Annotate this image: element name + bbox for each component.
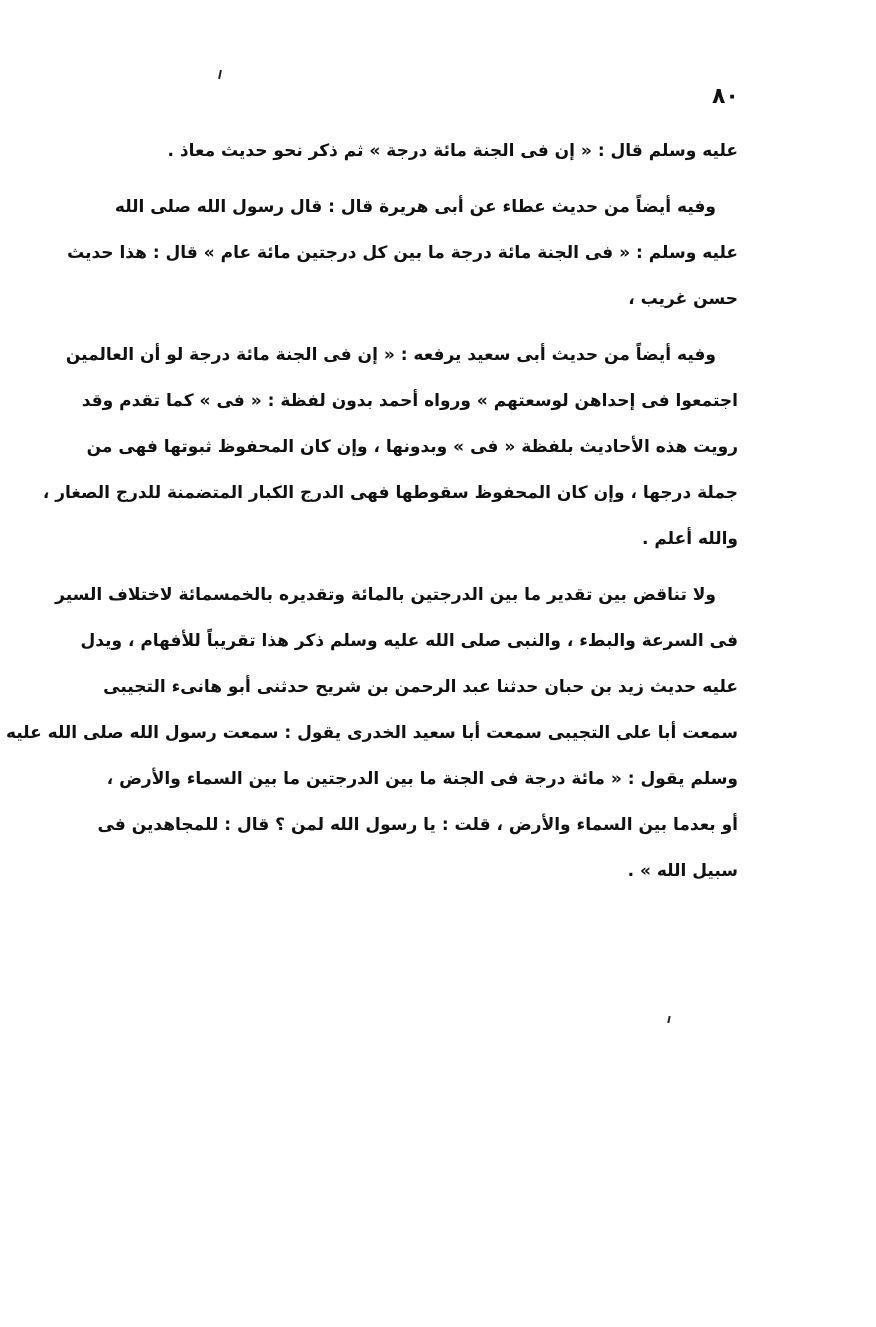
text-line: اجتمعوا فى إحداهن لوسعتهم » ورواه أحمد بدون لفظة : « فى » كما تقدم وقد [81,391,738,411]
paragraph-2 [67,184,738,322]
body-text [5,128,738,894]
text-line: عليه حديث زيد بن حبان حدثنا عبد الرحمن بن شريح حدثنى أبو هانىء التجيبى [103,677,738,697]
ink-mark [667,1016,670,1023]
text-line: فى السرعة والبطء ، والنبى صلى الله عليه وسلم ذكر هذا تقريباً للأفهام ، ويدل [80,631,738,651]
text-line: ولا تناقض بين تقدير ما بين الدرجتين بالمائة وتقديره بالخمسمائة لاختلاف السير [55,585,716,605]
paragraph-4 [5,572,738,894]
paragraph-3 [42,332,738,562]
page-number: ٨٠ [712,84,739,109]
text-line: جملة درجها ، وإن كان المحفوظ سقوطها فهى الدرج الكبار المتضمنة للدرج الصغار ، [42,483,738,503]
text-line: سبيل الله » . [627,861,738,881]
text-line: والله أعلم . [641,529,738,549]
text-line: رويت هذه الأحاديث بلفظة « فى » وبدونها ، وإن كان المحفوظ ثبوتها فهى من [86,437,738,457]
text-line: حسن غريب ، [628,289,738,309]
ink-mark [218,70,222,79]
text-line: سمعت أبا على التجيبى سمعت أبا سعيد الخدرى يقول : سمعت رسول الله صلى الله عليه [5,723,738,743]
text-line: وفيه أيضاً من حديث عطاء عن أبى هريرة قال : قال رسول الله صلى الله [114,197,716,217]
paragraph-1 [160,128,738,174]
text-line: عليه وسلم : « فى الجنة مائة درجة ما بين كل درجتين مائة عام » قال : هذا حديث [67,243,738,263]
text-line: عليه وسلم قال : « إن فى الجنة مائة درجة » ثم ذكر نحو حديث معاذ . [167,141,738,161]
text-line: أو بعدما بين السماء والأرض ، قلت : يا رسول الله لمن ؟ قال : للمجاهدين فى [97,815,738,835]
text-line: وسلم يقول : « مائة درجة فى الجنة ما بين الدرجتين ما بين السماء والأرض ، [106,769,738,789]
text-line: وفيه أيضاً من حديث أبى سعيد يرفعه : « إن فى الجنة مائة درجة لو أن العالمين [65,345,716,365]
